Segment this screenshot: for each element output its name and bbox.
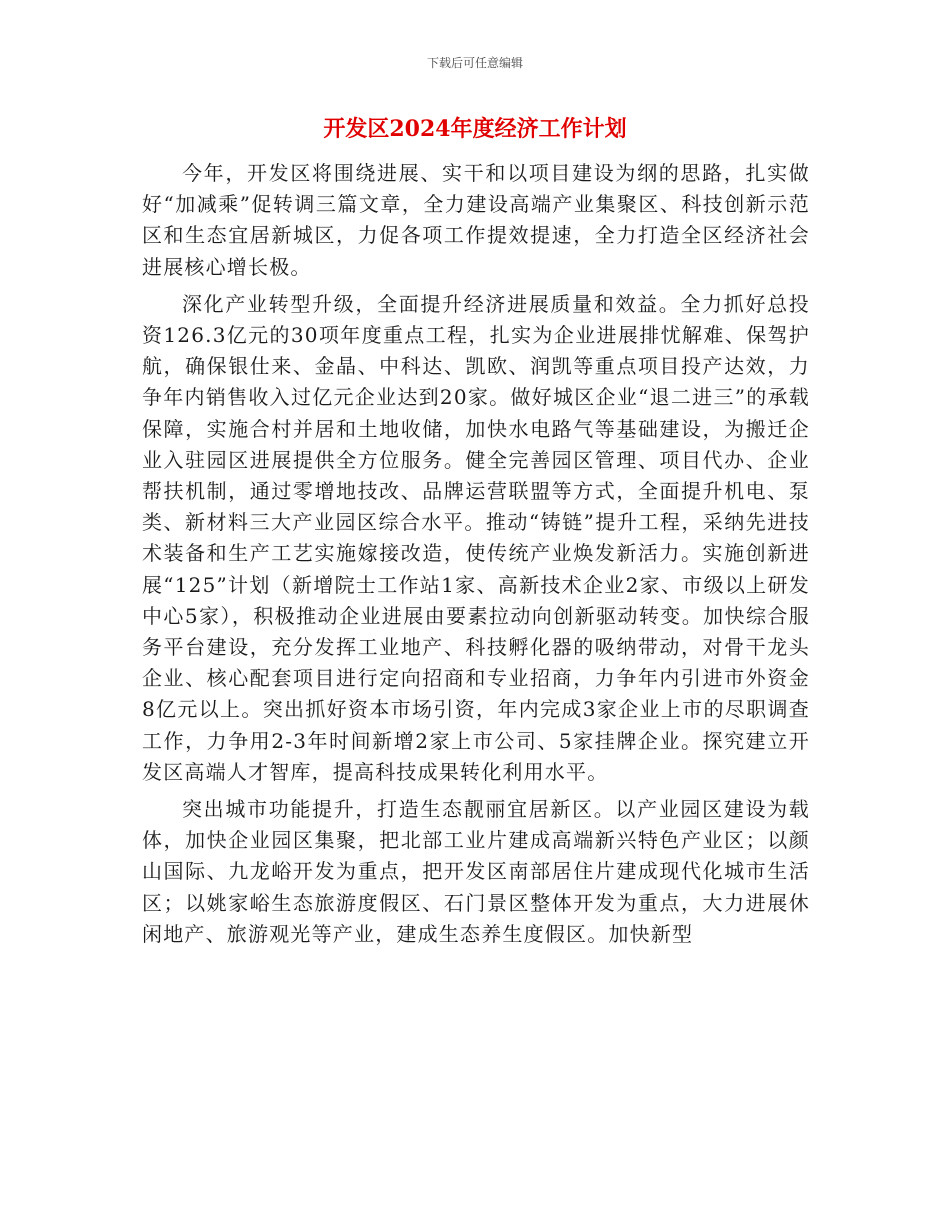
document-title: 开发区2024年度经济工作计划: [323, 116, 627, 142]
paragraph-city-function: 突出城市功能提升，打造生态靓丽宜居新区。以产业园区建设为载体，加快企业园区集聚，把北部工业片建成高端新兴特色产业区；以颜山国际、九龙峪开发为重点，把开发区南部居住片建成现代化城市生活区；以姚家峪生态旅游度假区、石门景区整体开发为重点，大力进展休闲地产、旅游观光等产业，建成生态养生度假区。加快新型: [142, 797, 810, 946]
running-header: 下载后可任意编辑: [426, 56, 523, 70]
paragraph-industry-upgrade: 深化产业转型升级，全面提升经济进展质量和效益。全力抓好总投资126.3亿元的30项年度重点工程，扎实为企业进展排忧解难、保驾护航，确保银仕来、金晶、中科达、凯欧、润凯等重点项目投产达效，力争年内销售收入过亿元企业达到20家。做好城区企业“退二进三”的承载保障，实施合村并居和土地收储，加快水电路气等基础建设，为搬迁企业入驻园区进展提供全方位服务。健全完善园区管理、项目代办、企业帮扶机制，通过零增地技改、品牌运营联盟等方式，全面提升机电、泵类、新材料三大产业园区综合水平。推动“铸链”提升工程，采纳先进技术装备和生产工艺实施嫁接改造，使传统产业焕发新活力。实施创新进展“125”计划（新增院士工作站1家、高新技术企业2家、市级以上研发中心5家），积极推动企业进展由要素拉动向创新驱动转变。加快综合服务平台建设，充分发挥工业地产、科技孵化器的吸纳带动，对骨干龙头企业、核心配套项目进行定向招商和专业招商，力争年内引进市外资金8亿元以上。突出抓好资本市场引资，年内完成3家企业上市的尽职调查工作，力争用2-3年时间新增2家上市公司、5家挂牌企业。探究建立开发区高端人才智库，提高科技成果转化利用水平。: [142, 291, 810, 784]
paragraph-intro: 今年，开发区将围绕进展、实干和以项目建设为纲的思路，扎实做好“加减乘”促转调三篇文章，全力建设高端产业集聚区、科技创新示范区和生态宜居新城区，力促各项工作提效提速，全力打造全区经济社会进展核心增长极。: [142, 161, 810, 279]
document-body: [142, 158, 810, 950]
